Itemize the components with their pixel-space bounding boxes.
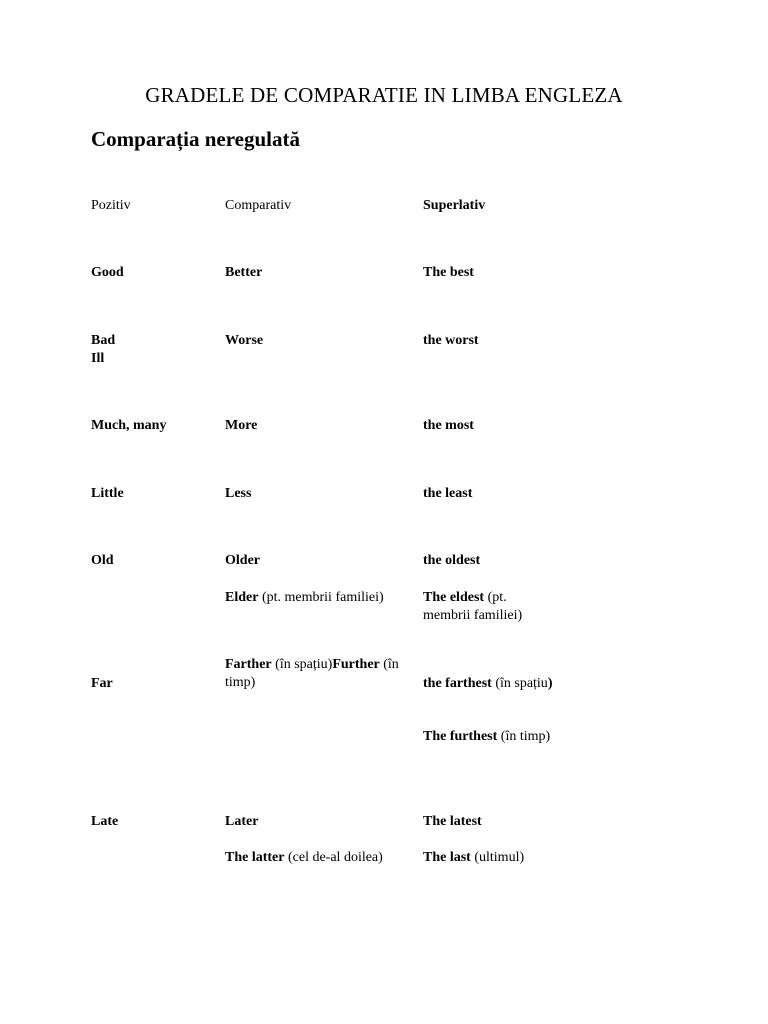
far-pozitiv: Far: [91, 676, 113, 691]
document-title: GRADELE DE COMPARATIE IN LIMBA ENGLEZA: [145, 83, 623, 107]
late-superlativ-1: The latest: [423, 814, 482, 829]
little-pozitiv: Little: [91, 486, 124, 501]
old-comparativ-2-word: Elder: [225, 590, 259, 605]
good-comparativ: Better: [225, 265, 263, 280]
far-superlativ-2-word: The furthest: [423, 729, 498, 744]
old-comparativ-2-note: (pt. membrii familiei): [261, 590, 384, 605]
late-superlativ-2-word: The last: [423, 850, 471, 865]
far-comparativ: [225, 656, 415, 692]
much-pozitiv: Much, many: [91, 418, 167, 433]
section-subtitle: Comparația neregulată: [91, 127, 301, 151]
late-comparativ-2-note: (cel de-al doilea): [287, 850, 383, 865]
late-pozitiv: Late: [91, 814, 119, 829]
header-comparativ: Comparativ: [225, 198, 292, 213]
good-pozitiv: Good: [91, 265, 124, 280]
bad-pozitiv-2: Ill: [91, 351, 105, 366]
bad-comparativ: Worse: [225, 333, 264, 348]
far-superlativ-1-close: ): [547, 676, 553, 691]
bad-pozitiv-1: Bad: [91, 333, 116, 348]
far-comparativ-note-2: (în timp): [225, 657, 399, 690]
far-superlativ-1-word: the farthest: [423, 676, 492, 691]
late-superlativ-2: [423, 849, 553, 867]
little-superlativ: the least: [423, 486, 473, 501]
far-comparativ-word-2: Further: [332, 657, 380, 672]
far-superlativ-2: [423, 728, 553, 746]
far-superlativ-2-note: (în timp): [500, 729, 551, 744]
old-pozitiv: Old: [91, 553, 114, 568]
good-superlativ: The best: [423, 265, 474, 280]
late-comparativ-1: Later: [225, 814, 259, 829]
far-comparativ-note-1: (în spațiu): [275, 657, 333, 672]
old-superlativ-2: [423, 589, 553, 625]
far-comparativ-word-1: Farther: [225, 657, 272, 672]
late-comparativ-2-word: The latter: [225, 850, 285, 865]
old-superlativ-2-word: The eldest: [423, 590, 485, 605]
header-pozitiv: Pozitiv: [91, 198, 131, 213]
far-superlativ-1: [423, 675, 553, 693]
much-superlativ: the most: [423, 418, 474, 433]
late-comparativ-2: [225, 849, 415, 867]
old-comparativ-1: Older: [225, 553, 260, 568]
bad-superlativ: the worst: [423, 333, 479, 348]
much-comparativ: More: [225, 418, 258, 433]
old-comparativ-2: [225, 589, 415, 607]
far-superlativ-1-note: (în spațiu: [495, 676, 548, 691]
old-superlativ-1: the oldest: [423, 553, 481, 568]
late-superlativ-2-note: (ultimul): [474, 850, 525, 865]
old-superlativ-2-note: (pt. membrii familiei): [423, 590, 523, 623]
header-superlativ: Superlativ: [423, 198, 486, 213]
little-comparativ: Less: [225, 486, 252, 501]
